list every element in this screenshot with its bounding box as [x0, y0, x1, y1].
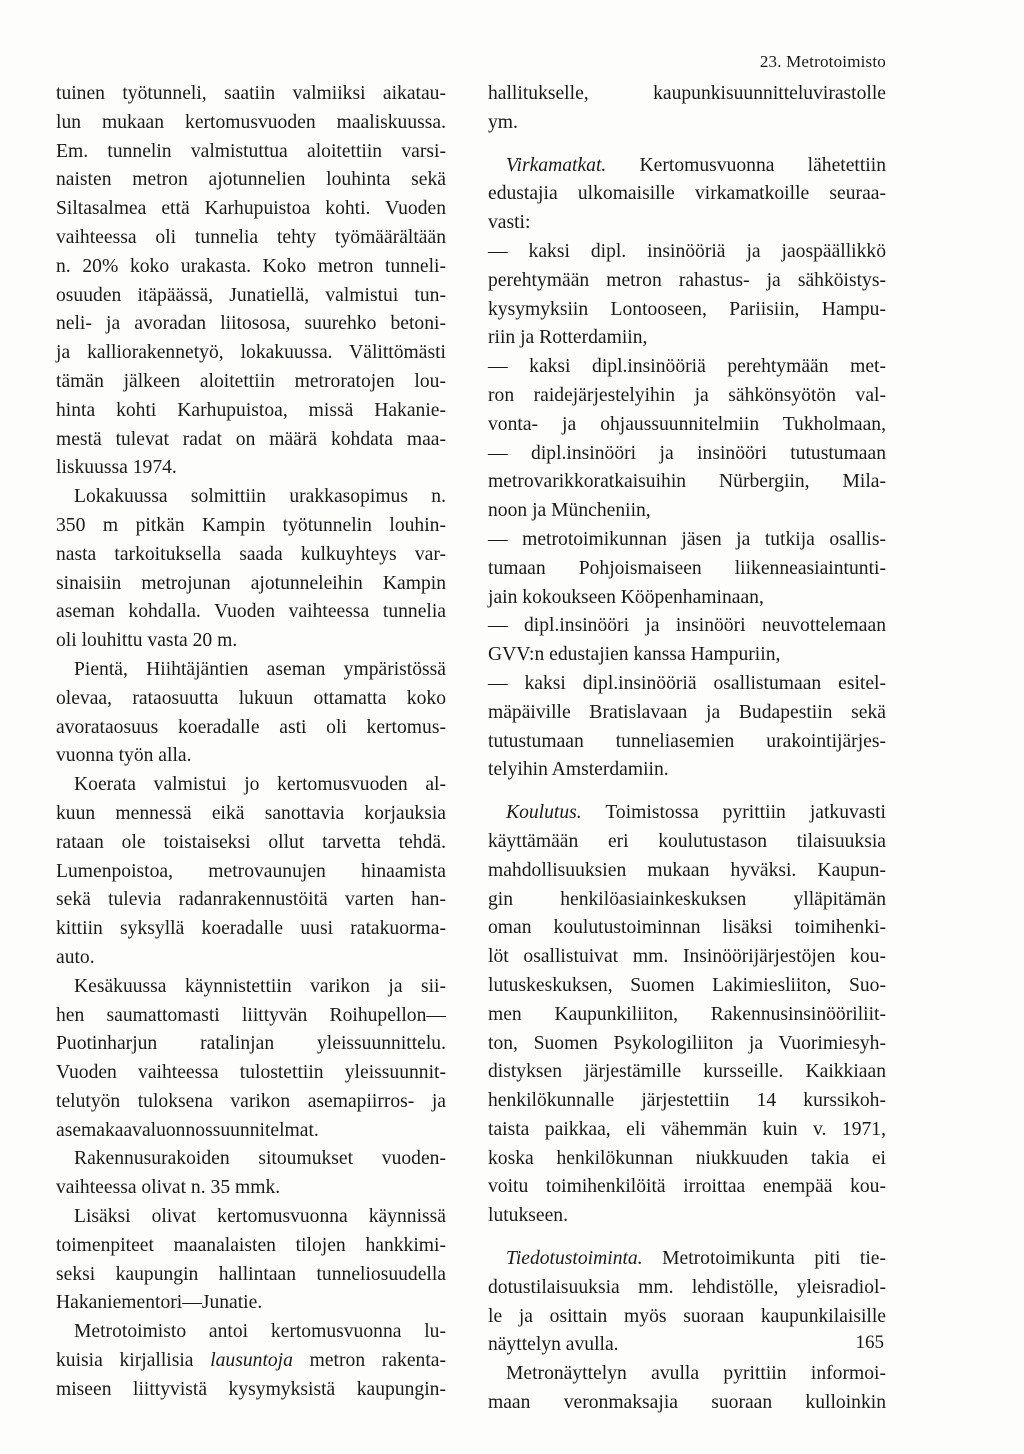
text-line: metrovarikkoratkaisuihin Nürbergiin, Mila- [488, 471, 886, 493]
text-line: Virkamatkat. Kertomusvuonna lähetettiin [506, 154, 886, 176]
text-line: liskuussa 1974. [56, 457, 177, 479]
text-line: — dipl.insinööri ja insinööri tutustumaan [488, 442, 886, 464]
text-line: käyttämään eri koulutustason tilaisuuksia [488, 830, 886, 852]
right-text-column [488, 80, 886, 1418]
text-line: Kesäkuussa käynnistettiin varikon ja sii- [74, 975, 446, 997]
text-line: oman koulutustoiminnan lisäksi toimihenki- [488, 917, 886, 939]
text-line: ton, Suomen Psykologiliiton ja Vuorimiesyh- [488, 1032, 886, 1054]
text-line: ym. [488, 111, 518, 133]
text-line: tuinen työtunneli, saatiin valmiiksi aikatau- [56, 83, 446, 104]
text-line: — dipl.insinööri ja insinööri neuvottelemaan [488, 615, 886, 637]
text-line: hen saumattomasti liittyvän Roihupellon— [56, 1004, 446, 1026]
text-line: le ja osittain myös suoraan kaupunkilaisille [488, 1305, 886, 1327]
text-line: vonta- ja ohjaussuunnitelmiin Tukholmaan, [488, 413, 886, 435]
text-line: taista paikkaa, eli vähemmän kuin v. 1971, [488, 1118, 886, 1140]
text-line: Siltasalmea että Karhupuistoa kohti. Vuoden [56, 198, 446, 220]
text-line: — kaksi dipl.insinööriä perehtymään met- [488, 356, 886, 378]
text-line: lutuskeskuksen, Suomen Lakimiesliiton, Suo- [488, 974, 886, 996]
text-line: nasta tarkoituksella saada kulkuyhteys var- [56, 543, 446, 565]
page-number: 165 [855, 1332, 884, 1353]
paragraph-gap [488, 1231, 886, 1245]
italic-term: lausuntoja [210, 1350, 293, 1372]
text-line: Lokakuussa solmittiin urakkasopimus n. [74, 486, 446, 508]
text-line: — metrotoimikunnan jäsen ja tutkija osallis- [488, 528, 886, 550]
text-line: jain kokoukseen Kööpenhaminaan, [488, 586, 764, 608]
italic-term: Tiedotustoiminta. [506, 1248, 643, 1270]
left-text-column [56, 80, 446, 1405]
text-line: GVV:n edustajien kanssa Hampuriin, [488, 644, 781, 666]
text-line: Metrotoimisto antoi kertomusvuonna lu- [74, 1321, 446, 1343]
text-line: hallitukselle, kaupunkisuunnitteluvirastolle [488, 83, 886, 104]
text-line: osuuden itäpäässä, Junatiellä, valmistui tun- [56, 284, 446, 306]
text-line: avorataosuus koeradalle asti oli kertomus- [56, 716, 446, 738]
text-line: tutustumaan tunneliasemien urakointijärjes- [488, 730, 886, 752]
text-line: Metronäyttelyn avulla pyrittiin informoi- [506, 1363, 886, 1385]
text-line: kysymyksiin Lontooseen, Pariisiin, Hampu- [488, 298, 886, 320]
text-line: oli louhittu vasta 20 m. [56, 630, 238, 652]
text-line: edustajia ulkomaisille virkamatkoille seuraa- [488, 183, 886, 205]
text-line: hinta kohti Karhupuistoa, missä Hakanie- [56, 399, 446, 421]
text-line: perehtymään metron rahastus- ja sähköistys- [488, 269, 886, 291]
text-line: vaihteessa olivat n. 35 mmk. [56, 1177, 281, 1199]
text-line: 350 m pitkän Kampin työtunnelin louhin- [56, 514, 446, 536]
text-line: Pientä, Hiihtäjäntien aseman ympäristössä [74, 658, 446, 680]
text-line: Em. tunnelin valmistuttua aloitettiin varsi- [56, 140, 446, 162]
text-line: — kaksi dipl. insinööriä ja jaospäällikkö [488, 240, 886, 262]
text-line: Lumenpoistoa, metrovaunujen hinaamista [56, 860, 446, 882]
text-line: lutukseen. [488, 1205, 568, 1227]
text-line: olevaa, rataosuutta lukuun ottamatta koko [56, 687, 446, 709]
text-line: tämän jälkeen aloitettiin metroratojen lou- [56, 370, 446, 392]
text-line: telyihin Amsterdamiin. [488, 759, 669, 781]
text-line: ron raidejärjestelyihin ja sähkönsyötön val- [488, 384, 886, 406]
text-line: näyttelyn avulla. [488, 1334, 619, 1356]
text-line: mäpäiville Bratislavaan ja Budapestiin sekä [488, 701, 886, 723]
text-line: asemakaavaluonnossuunnitelmat. [56, 1119, 319, 1141]
text-line: tumaan Pohjoismaiseen liikenneasiaintunti- [488, 557, 886, 579]
text-line: koska henkilökunnan niukkuuden takia ei [488, 1147, 886, 1169]
text-line: Lisäksi olivat kertomusvuonna käynnissä [74, 1206, 446, 1228]
text-line: seksi kaupungin hallintaan tunneliosuudella [56, 1263, 446, 1285]
text-line: voitu toimihenkilöitä irroittaa enempää kou- [488, 1176, 886, 1198]
text-line: miseen liittyvistä kysymyksistä kaupungin- [56, 1378, 446, 1400]
text-line: kuun mennessä eikä sanottavia korjauksia [56, 802, 446, 824]
text-line: aseman kohdalla. Vuoden vaihteessa tunnelia [56, 601, 446, 623]
text-line: maan veronmaksajia suoraan kulloinkin [488, 1392, 886, 1414]
text-line: — kaksi dipl.insinööriä osallistumaan esitel- [488, 672, 886, 694]
text-line: riin ja Rotterdamiin, [488, 327, 648, 349]
text-line: lun mukaan kertomusvuoden maaliskuussa. [56, 111, 446, 133]
text-line: neli- ja avoradan liitososa, suurehko betoni- [56, 313, 446, 335]
text-line: gin henkilöasiainkeskuksen ylläpitämän [488, 888, 886, 910]
text-line: ja kalliorakennetyö, lokakuussa. Välittömästi [56, 342, 446, 364]
paragraph-gap [488, 785, 886, 799]
text-line: kuisia kirjallisia lausuntoja metron rakenta- [56, 1350, 446, 1372]
text-line: vaihteessa oli tunnelia tehty työmäärältään [56, 226, 446, 248]
text-line: sekä tulevia radanrakennustöitä varten han- [56, 889, 446, 911]
text-line: sinaisiin metrojunan ajotunneleihin Kampin [56, 572, 446, 594]
text-line: naisten metron ajotunnelien louhinta sekä [56, 169, 446, 191]
text-line: Hakaniementori—Junatie. [56, 1292, 263, 1314]
text-line: n. 20% koko urakasta. Koko metron tunneli- [56, 255, 446, 277]
text-line: Koerata valmistui jo kertomusvuoden al- [74, 774, 446, 796]
text-line: löt osallistuivat mm. Insinöörijärjestöjen kou- [488, 946, 886, 968]
italic-term: Koulutus. [506, 802, 582, 824]
text-line: dotustilaisuuksia mm. lehdistölle, yleisradiol- [488, 1276, 886, 1298]
text-line: Koulutus. Toimistossa pyrittiin jatkuvasti [506, 802, 886, 824]
text-line: noon ja Müncheniin, [488, 500, 651, 522]
text-line: Rakennusurakoiden sitoumukset vuoden- [74, 1148, 446, 1170]
text-line: Tiedotustoiminta. Metrotoimikunta piti tie- [506, 1248, 886, 1270]
paragraph-gap [488, 138, 886, 152]
text-line: mestä tulevat radat on määrä kohdata maa- [56, 428, 446, 450]
text-line: toimenpiteet maanalaisten tilojen hankkimi- [56, 1234, 446, 1256]
text-line: vuonna työn alla. [56, 745, 192, 767]
text-line: Vuoden vaihteessa tulostettiin yleissuunnit- [56, 1062, 446, 1084]
text-line: mahdollisuuksien mukaan hyväksi. Kaupun- [488, 859, 886, 881]
text-line: men Kaupunkiliiton, Rakennusinsinööriliit- [488, 1003, 886, 1025]
running-header: 23. Metrotoimisto [759, 52, 886, 71]
text-line: distyksen järjestämille kursseille. Kaikkiaan [488, 1061, 886, 1083]
text-line: rataan ole toistaiseksi ollut tarvetta tehdä. [56, 831, 446, 853]
text-line: Puotinharjun ratalinjan yleissuunnittelu. [56, 1033, 446, 1055]
text-line: telutyön tuloksena varikon asemapiirros- ja [56, 1090, 446, 1112]
text-line: auto. [56, 946, 95, 968]
text-line: henkilökunnalle järjestettiin 14 kurssikoh- [488, 1090, 886, 1112]
text-line: kittiin syksyllä koeradalle uusi ratakuorma- [56, 918, 446, 940]
text-line: vasti: [488, 212, 531, 234]
italic-term: Virkamatkat. [506, 154, 607, 176]
